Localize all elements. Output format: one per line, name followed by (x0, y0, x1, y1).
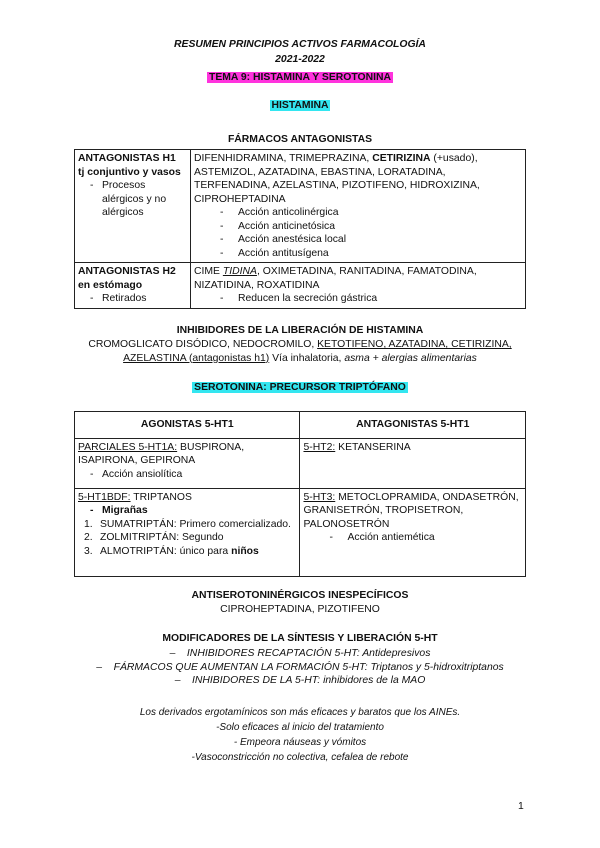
list-number: 2. (84, 532, 93, 544)
table-row (75, 412, 526, 439)
antagonistas-header: ANTAGONISTAS 5-HT1 (300, 412, 526, 439)
antiserotoninergicos-text: CIPROHEPTADINA, PIZOTIFENO (220, 604, 380, 615)
list-item (78, 518, 296, 532)
parciales-cell (75, 438, 300, 488)
modificadores-list (40, 647, 560, 688)
histamina-heading (0, 99, 600, 113)
list-text-bold: niños (231, 545, 259, 557)
ht1bdf-text: TRIPTANOS (130, 491, 192, 503)
ht2-label: 5-HT2: (303, 441, 336, 453)
ht2-text: KETANSERINA (335, 441, 411, 453)
list-item: - Acción anticolinérgica (194, 206, 522, 220)
inhibidores-text (40, 338, 560, 365)
h1-drugs-cell (191, 150, 526, 263)
inhibidores-line1-pre: CROMOGLICATO DISÓDICO, NEDOCROMILO, (88, 339, 318, 350)
ergot-line-3: - Empeora náuseas y vómitos (233, 737, 367, 748)
list-item: – FÁRMACOS QUE AUMENTAN LA FORMACIÓN 5-HT: Triptanos y 5-hidroxitriptanos (96, 661, 504, 673)
inhibidores-line1-underlined: KETOTIFENO, AZATADINA, CETIRIZINA, (317, 339, 512, 350)
modificadores-heading: MODIFICADORES DE LA SÍNTESIS Y LIBERACIÓN 5-HT (162, 633, 438, 644)
tema-heading (0, 71, 600, 85)
h2-drugs-rest: , OXIMETADINA, RANITADINA, FAMATODINA, NIZATIDINA, ROXATIDINA (194, 266, 477, 291)
list-text: INHIBIDORES RECAPTACIÓN 5-HT: Antidepresivos (186, 648, 431, 659)
table-row (75, 263, 526, 309)
ht1bdf-label: 5-HT1BDF: (78, 491, 131, 503)
antiserotoninergicos-heading: ANTISEROTONINÉRGICOS INESPECÍFICOS (191, 590, 409, 601)
h1-subtitle: tj conjuntivo y vasos (78, 166, 181, 178)
inhibidores-line2-italic: asma + alergias alimentarias (344, 352, 477, 364)
ht3-text: METOCLOPRAMIDA, ONDASETRÓN, GRANISETRÓN, TROPISETRON, PALONOSETRÓN (303, 491, 519, 530)
list-text: FÁRMACOS QUE AUMENTAN LA FORMACIÓN 5-HT: Triptanos y 5-hidroxitriptanos (113, 661, 504, 673)
list-item: – INHIBIDORES DE LA 5-HT: inhibidores de la MAO (174, 675, 426, 687)
list-item: - Acción anticinetósica (194, 220, 522, 234)
ht3-label: 5-HT3: (303, 491, 336, 503)
serotonina-table (74, 411, 526, 577)
ergot-line-1: Los derivados ergotamínicos son más eficaces y baratos que los AINEs. (139, 707, 461, 718)
antagonistas-heading: FÁRMACOS ANTAGONISTAS (227, 134, 373, 145)
ht3-cell (300, 488, 526, 576)
parciales-label: PARCIALES 5-HT1A: (78, 441, 178, 453)
page-number: 1 (518, 801, 524, 812)
inhibidores-line2-mid: Vía inhalatoria, (269, 352, 345, 364)
h2-subtitle: en estómago (78, 279, 143, 291)
inhibidores-line2-underlined: AZELASTINA (antagonistas h1) (123, 352, 270, 364)
list-item: - Migrañas (78, 504, 296, 518)
h1-drugs-pre: DIFENHIDRAMINA, TRIMEPRAZINA, (194, 153, 373, 164)
h2-label-cell (75, 263, 191, 309)
ht1bdf-cell (75, 488, 300, 576)
list-item: - Acción anestésica local (194, 233, 522, 247)
h1-title: ANTAGONISTAS H1 (78, 153, 176, 164)
ht2-cell (300, 438, 526, 488)
list-item: – INHIBIDORES RECAPTACIÓN 5-HT: Antidepresivos (169, 648, 431, 659)
list-text: ZOLMITRIPTÁN: Segundo (100, 532, 224, 544)
h1-drugs-note: (+usado), (430, 153, 478, 164)
h1-label-cell (75, 150, 191, 263)
histamina-highlight: HISTAMINA (271, 100, 329, 111)
document-title: RESUMEN PRINCIPIOS ACTIVOS FARMACOLOGÍA (174, 39, 426, 50)
list-text: ALMOTRIPTÁN: único para (100, 545, 232, 557)
list-text: INHIBIDORES DE LA 5-HT: inhibidores de la MAO (192, 675, 426, 687)
list-number: 1. (84, 518, 93, 530)
list-item: - Reducen la secreción gástrica (194, 292, 522, 306)
list-item (78, 531, 296, 545)
h2-drugs-pre: CIME (194, 266, 223, 278)
table-row (75, 488, 526, 576)
ergot-line-2: -Solo eficaces al inicio del tratamiento (216, 722, 384, 733)
list-text: SUMATRIPTÁN: Primero comercializado. (100, 518, 291, 530)
list-item: - Acción antitusígena (194, 247, 522, 261)
h2-title: ANTAGONISTAS H2 (78, 266, 176, 278)
parciales-text: BUSPIRONA, ISAPIRONA, GEPIRONA (78, 441, 245, 467)
ergot-line-4: -Vasoconstricción no colectiva, cefalea de rebote (191, 752, 409, 763)
h1-bullet: - Procesos alérgicos y no alérgicos (78, 179, 187, 220)
list-item: - Acción antiemética (303, 531, 522, 545)
agonistas-header: AGONISTAS 5-HT1 (75, 412, 300, 439)
serotonina-heading (0, 381, 600, 395)
list-item: - Acción ansiolítica (78, 468, 296, 482)
list-item (78, 545, 296, 559)
document-year: 2021-2022 (275, 54, 325, 65)
h2-drugs-ital: TIDINA (222, 266, 257, 278)
table-row (75, 150, 526, 263)
serotonina-highlight: SEROTONINA: PRECURSOR TRIPTÓFANO (194, 382, 406, 393)
tema-highlight: TEMA 9: HISTAMINA Y SEROTONINA (208, 72, 392, 83)
table-row (75, 438, 526, 488)
list-number: 3. (84, 545, 93, 557)
antagonistas-table (74, 149, 526, 309)
inhibidores-heading: INHIBIDORES DE LA LIBERACIÓN DE HISTAMINA (176, 325, 424, 336)
h2-drugs-cell (191, 263, 526, 309)
h1-drugs-rest: ASTEMIZOL, AZATADINA, EBASTINA, LORATADINA, TERFENADINA, AZELASTINA, PIZOTIFENO, HIDROXIZINA, CIPROHEPTADINA (194, 166, 480, 205)
h2-bullet: - Retirados (78, 292, 187, 306)
h1-drugs-bold: CETIRIZINA (372, 153, 431, 164)
